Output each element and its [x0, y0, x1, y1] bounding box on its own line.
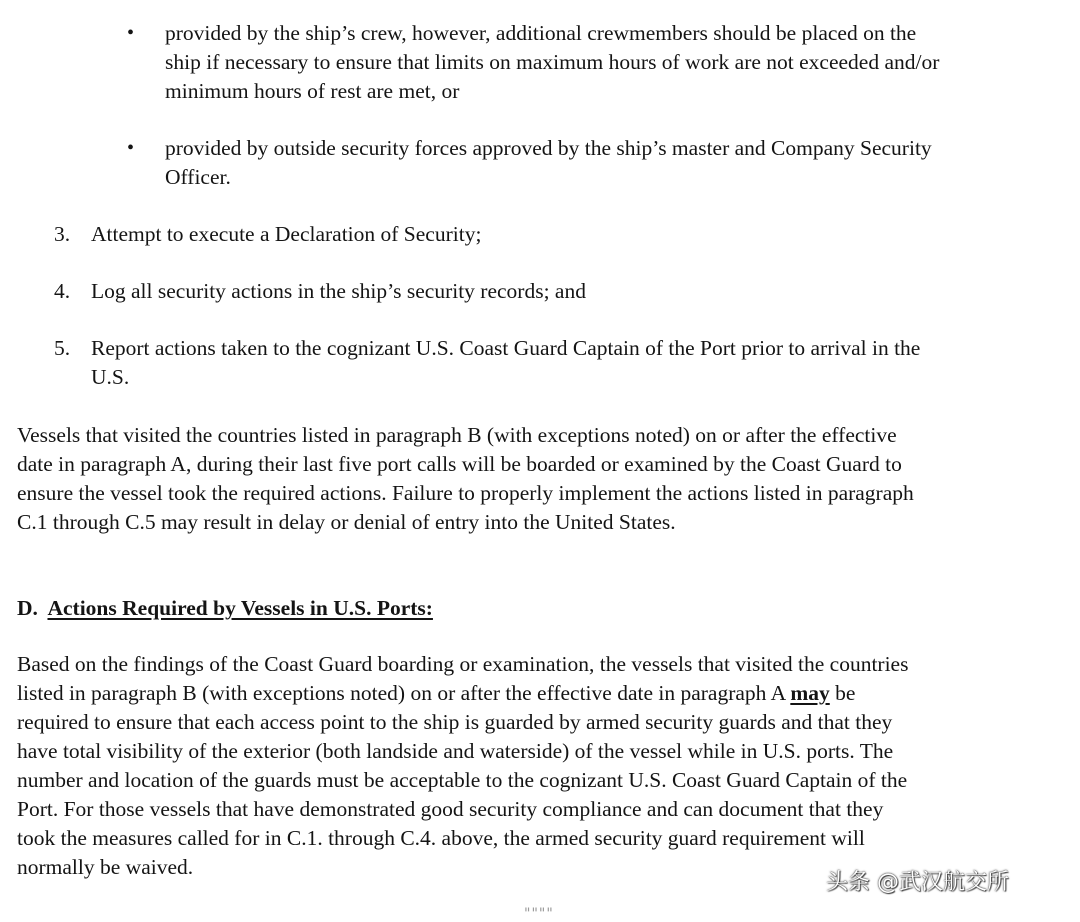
watermark: 头条 @武汉航交所: [826, 870, 1009, 895]
text-line: Report actions taken to the cognizant U.S. Coast Guard Captain of the Port prior to arrival in the: [91, 336, 921, 360]
based-on-findings-paragraph: [17, 650, 1067, 882]
section-letter: D.: [17, 596, 38, 620]
text-line: Attempt to execute a Declaration of Security;: [91, 222, 482, 246]
section-title: Actions Required by Vessels in U.S. Ports:: [47, 596, 433, 620]
section-d-heading: [17, 594, 433, 623]
text-line: have total visibility of the exterior (both landside and waterside) of the vessel while in U.S. ports. The: [17, 739, 894, 763]
text-line: Log all security actions in the ship’s security records; and: [91, 279, 586, 303]
bullet-marker: •: [127, 22, 135, 44]
text-line: took the measures called for in C.1. through C.4. above, the armed security guard requirement will: [17, 826, 865, 850]
text-segment: listed in paragraph B (with exceptions noted) on or after the effective date in paragraph A: [17, 681, 791, 705]
list-item-log-actions: [91, 277, 1071, 306]
text-line: Based on the findings of the Coast Guard boarding or examination, the vessels that visited the countries: [17, 652, 909, 676]
vessels-paragraph: [17, 421, 1067, 537]
text-line: provided by outside security forces approved by the ship’s master and Company Security: [165, 136, 932, 160]
text-segment: be: [829, 681, 856, 705]
text-line: normally be waived.: [17, 855, 194, 879]
list-number: 4.: [54, 279, 71, 303]
text-line: Officer.: [165, 165, 231, 189]
page-bottom-marks: """": [524, 906, 554, 922]
text-line: number and location of the guards must be acceptable to the cognizant U.S. Coast Guard Captain of the: [17, 768, 908, 792]
list-item-declaration: [91, 220, 1071, 249]
text-line: Vessels that visited the countries listed in paragraph B (with exceptions noted) on or after the effective: [17, 423, 897, 447]
text-line: required to ensure that each access point to the ship is guarded by armed security guards and that they: [17, 710, 893, 734]
text-line-with-emphasis: [17, 679, 1067, 708]
text-line: ship if necessary to ensure that limits on maximum hours of work are not exceeded and/or: [165, 50, 940, 74]
text-line: date in paragraph A, during their last five port calls will be boarded or examined by the Coast Guard to: [17, 452, 902, 476]
text-line: ensure the vessel took the required actions. Failure to properly implement the actions listed in paragraph: [17, 481, 914, 505]
list-number: 5.: [54, 336, 71, 360]
bullet-item-outside-forces: [165, 134, 1065, 192]
bullet-item-crew: [165, 19, 1065, 106]
text-line: provided by the ship’s crew, however, additional crewmembers should be placed on the: [165, 21, 917, 45]
text-line: minimum hours of rest are met, or: [165, 79, 460, 103]
emphasis-may: may: [790, 681, 830, 705]
text-line: C.1 through C.5 may result in delay or denial of entry into the United States.: [17, 510, 676, 534]
list-item-report-actions: [91, 334, 1071, 392]
text-line: U.S.: [91, 365, 130, 389]
text-line: Port. For those vessels that have demonstrated good security compliance and can document that they: [17, 797, 884, 821]
bullet-marker: •: [127, 137, 135, 159]
list-number: 3.: [54, 222, 71, 246]
